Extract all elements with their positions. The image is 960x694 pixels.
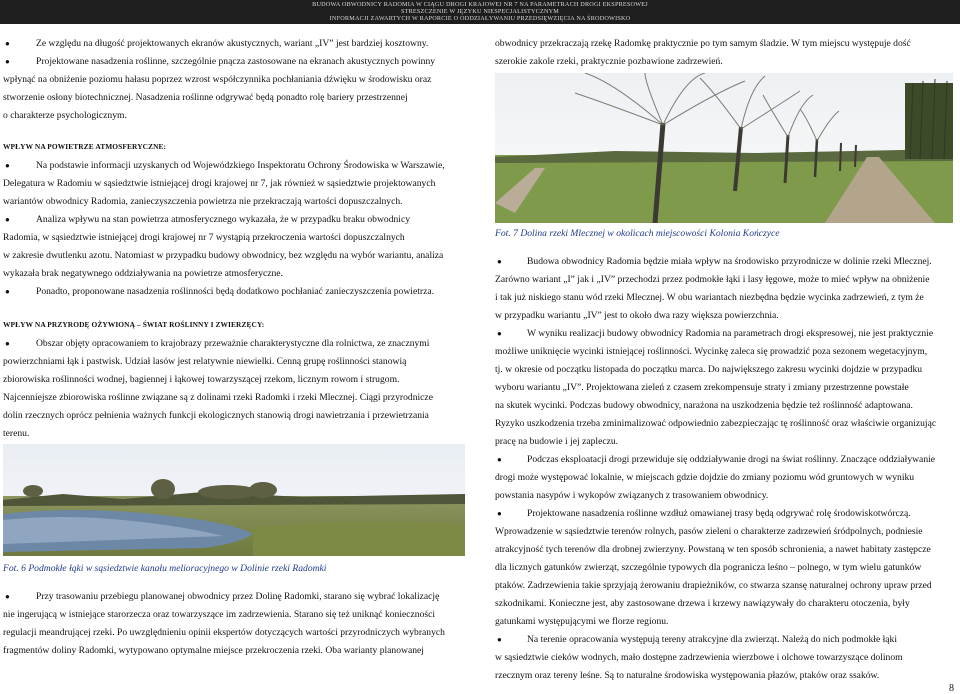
paragraph-line: Podczas eksploatacji drogi przewiduje się oddziaływanie drogi na świat roślinny. Znaczące oddziaływanie (527, 454, 936, 465)
paragraph-line: wpłynąć na obniżenie poziomu hałasu poprzez wzrost współczynnika pochłaniania dźwięku w środowisku oraz (3, 74, 432, 85)
paragraph-line: szerokie zakole rzeki, praktycznie pozbawione zadrzewień. (495, 56, 723, 67)
photo-caption-6: Fot. 6 Podmokłe łąki w sąsiedztwie kanału melioracyjnego w Dolinie rzeki Radomki (3, 563, 327, 574)
paragraph-line: szkodnikami. Konieczne jest, aby zastosowane drzewa i krzewy nawiązywały do charakteru otoczenia, były (495, 598, 910, 609)
paragraph-line: regulacji meandrującej rzeki. Po uwzględnieniu opinii ekspertów dotyczących wartości przyrodniczych wybranych (3, 627, 445, 638)
paragraph-line: zbiorowiska roślinności wodnej, bagiennej i łąkowej towarzyszącej rzekom, licznym rowom i strugom. (3, 374, 400, 385)
paragraph-line: dla licznych gatunków zwierząt, szczególnie typowych dla pogranicza leśno – polnego, w tym wielu gatunków (495, 562, 922, 573)
paragraph-line: Przy trasowaniu przebiegu planowanej obwodnicy przez Dolinę Radomki, starano się wybrać lokalizację (36, 591, 440, 602)
bullet: ● (497, 635, 502, 644)
paragraph-line: Najcenniejsze zbiorowiska roślinne związane są z dolinami rzeki Radomki i rzeki Mlecznej. Ciągi przyrodnicze (3, 392, 433, 403)
paragraph-line: W wyniku realizacji budowy obwodnicy Radomia na parametrach drogi ekspresowej, nie jest praktycznie (527, 328, 934, 339)
paragraph-line: Delegatura w Radomiu w sąsiedztwie istniejącej drogi krajowej nr 7, jak również w sąsiedztwie projektowanych (3, 178, 436, 189)
header-line-2: STRESZCZENIE W JĘZYKU NIESPECJALISTYCZNYM (400, 8, 560, 15)
paragraph-line: Projektowane nasadzenia roślinne, szczególnie pnącza zastosowane na ekranach akustycznych powinny (36, 56, 436, 67)
paragraph-line: fragmentów doliny Radomki, wytypowano optymalne miejsce przekroczenia rzeki. Oba warianty planowanej (3, 645, 424, 656)
paragraph-line: dolin rzecznych oprócz pełnienia ważnych funkcji ekologicznych stanowią drogi nawietrzania i przewietrzania (3, 410, 429, 421)
paragraph-line: Obszar objęty opracowaniem to krajobrazy przeważnie charakterystyczne dla rolnictwa, ze znacznymi (36, 338, 430, 349)
paragraph-line: powierzchniami łąk i pastwisk. Udział lasów jest relatywnie niewielki. Cenną grupę roślinności stanowią (3, 356, 407, 367)
paragraph-line: na skutek wycinki. Podczas budowy obwodnicy, narażona na uszkodzenia będzie też roślinność adaptowana. (495, 400, 913, 411)
paragraph-line: i tak już niskiego stanu wód rzeki Mlecznej. W obu wariantach niezbędna będzie wycinka zadrzewień, z tym że (495, 292, 924, 303)
paragraph-line: Wprowadzenie w sąsiedztwie terenów rolnych, pasów zieleni o charakterze zadrzewień śródpolnych, podniesie (495, 526, 923, 537)
bullet: ● (5, 161, 10, 170)
bullet: ● (497, 509, 502, 518)
bullet: ● (5, 57, 10, 66)
bullet: ● (5, 215, 10, 224)
bullet: ● (5, 339, 10, 348)
paragraph-line: Budowa obwodnicy Radomia będzie miała wpływ na środowisko przyrodnicze w dolinie rzeki Mlecznej. (527, 256, 932, 267)
bullet: ● (5, 39, 10, 48)
paragraph-line: w sąsiedztwie cieków wodnych, mało dostępne zadrzewienia wierzbowe i olchowe towarzyszące dolinom (495, 652, 903, 663)
paragraph-line: terenu. (3, 428, 30, 439)
paragraph-line: rzecznym oraz tereny leśne. Są to naturalne środowiska występowania płazów, ptaków oraz ssaków. (495, 670, 880, 681)
paragraph-line: Radomia, w sąsiedztwie istniejącej drogi krajowej nr 7 wystąpią przekroczenia wartości dopuszczalnych (3, 232, 405, 243)
paragraph-line: Zarówno wariant „I” jak i „IV” przechodzi przez podmokłe łąki i lasy łęgowe, może to mieć wpływ na obniżenie (495, 274, 930, 285)
paragraph-line: Na podstawie informacji uzyskanych od Wojewódzkiego Inspektoratu Ochrony Środowiska w Warszawie, (36, 160, 445, 171)
header-line-3: INFORMACJI ZAWARTYCH W RAPORCIE O ODDZIAŁYWANIU PRZEDSIĘWZIĘCIA NA ŚRODOWISKO (329, 15, 631, 22)
header-line-1: BUDOWA OBWODNICY RADOMIA W CIĄGU DROGI KRAJOWEJ NR 7 NA PARAMETRACH DROGI EKSPRESOWEJ (312, 1, 648, 8)
bullet: ● (497, 329, 502, 338)
paragraph-line: Ryzyko uszkodzenia trzeba zminimalizować odpowiednio zabezpieczając tę roślinność oraz właściwie organizując (495, 418, 937, 429)
paragraph-line: Ponadto, proponowane nasadzenia roślinności będą dodatkowo pochłaniać zanieczyszczenia powietrza. (36, 286, 434, 297)
page-number: 8 (949, 683, 954, 694)
photo-caption-7: Fot. 7 Dolina rzeki Mlecznej w okolicach miejscowości Kolonia Kończyce (495, 228, 780, 239)
photo-meadow-river (3, 444, 465, 556)
paragraph-line: wyboru wariantu „IV”. Projektowana zieleń z czasem zrekompensuje straty i zmiany przestrzenne powstałe (495, 382, 909, 393)
photo-willow-road (495, 73, 953, 223)
paragraph-line: Analiza wpływu na stan powietrza atmosferycznego wykazała, że w przypadku braku obwodnicy (36, 214, 411, 225)
paragraph-line: w przypadku wariantu „IV” jest to około dwa razy większa powierzchnia. (495, 310, 779, 321)
paragraph-line: drogi może występować lokalnie, w miejscach gdzie dojdzie do zmiany poziomu wód gruntowych w wyniku (495, 472, 915, 483)
paragraph-line: Projektowane nasadzenia roślinne wzdłuż omawianej trasy będą odgrywać rolę środowiskotwórczą. (527, 508, 911, 519)
bullet: ● (497, 257, 502, 266)
paragraph-line: atrakcyjność tych terenów dla drobnej zwierzyny. Powstaną w ten sposób schronienia, a nawet habitaty zastępcze (495, 544, 931, 555)
paragraph-line: o charakterze psychologicznym. (3, 110, 127, 121)
bullet: ● (5, 592, 10, 601)
bullet: ● (5, 287, 10, 296)
paragraph-line: Ze względu na długość projektowanych ekranów akustycznych, wariant „IV” jest bardziej kosztowny. (36, 38, 429, 49)
bullet: ● (497, 455, 502, 464)
paragraph-line: nie ingerującą w istniejące starorzecza oraz towarzyszące im zadrzewienia. Starano się też uniknąć konieczności (3, 609, 436, 620)
paragraph-line: obwodnicy przekraczają rzekę Radomkę praktycznie po tym samym śladzie. W tym miejscu występuje dość (495, 38, 911, 49)
paragraph-line: powstania nasypów i wykopów związanych z trasowaniem obwodnicy. (495, 490, 769, 501)
paragraph-line: stworzenie osłony biotechnicznej. Nasadzenia roślinne odgrywać będą ponadto rolę bariery przestrzennej (3, 92, 408, 103)
paragraph-line: możliwe uniknięcie wycinki istniejącej roślinności. Wycinkę zaleca się prowadzić poza sezonem wegetacyjnym, (495, 346, 928, 357)
paragraph-line: pracę na budowie i jej zapleczu. (495, 436, 619, 447)
paragraph-line: w zakresie dwutlenku azotu. Natomiast w przypadku budowy obwodnicy, bez względu na wybór wariantu, analiza (3, 250, 444, 261)
paragraph-line: ptaków. Zadrzewienia takie sprzyjają żerowaniu drapieżników, co stwarza szansę naturalnej ochrony upraw przed (495, 580, 932, 591)
paragraph-line: tj. w okresie od początku listopada do początku marca. Do największego zakresu wycinki dojdzie w przypadku (495, 364, 923, 375)
section-heading-nature: WPŁYW NA PRZYRODĘ OŻYWIONĄ – ŚWIAT ROŚLINNY I ZWIERZĘCY: (3, 320, 265, 329)
paragraph-line: wariantów obwodnicy Radomia, zanieczyszczenia powietrza nie przekraczają wartości dopuszczalnych. (3, 196, 403, 207)
paragraph-line: wykazała brak negatywnego oddziaływania na powietrze atmosferyczne. (3, 268, 283, 279)
paragraph-line: gatunkami występującymi we florze regionu. (495, 616, 669, 627)
document-header (0, 0, 960, 24)
paragraph-line: Na terenie opracowania występują tereny atrakcyjne dla zwierząt. Należą do nich podmokłe łąki (527, 634, 897, 645)
section-heading-air: WPŁYW NA POWIETRZE ATMOSFERYCZNE: (3, 142, 167, 151)
